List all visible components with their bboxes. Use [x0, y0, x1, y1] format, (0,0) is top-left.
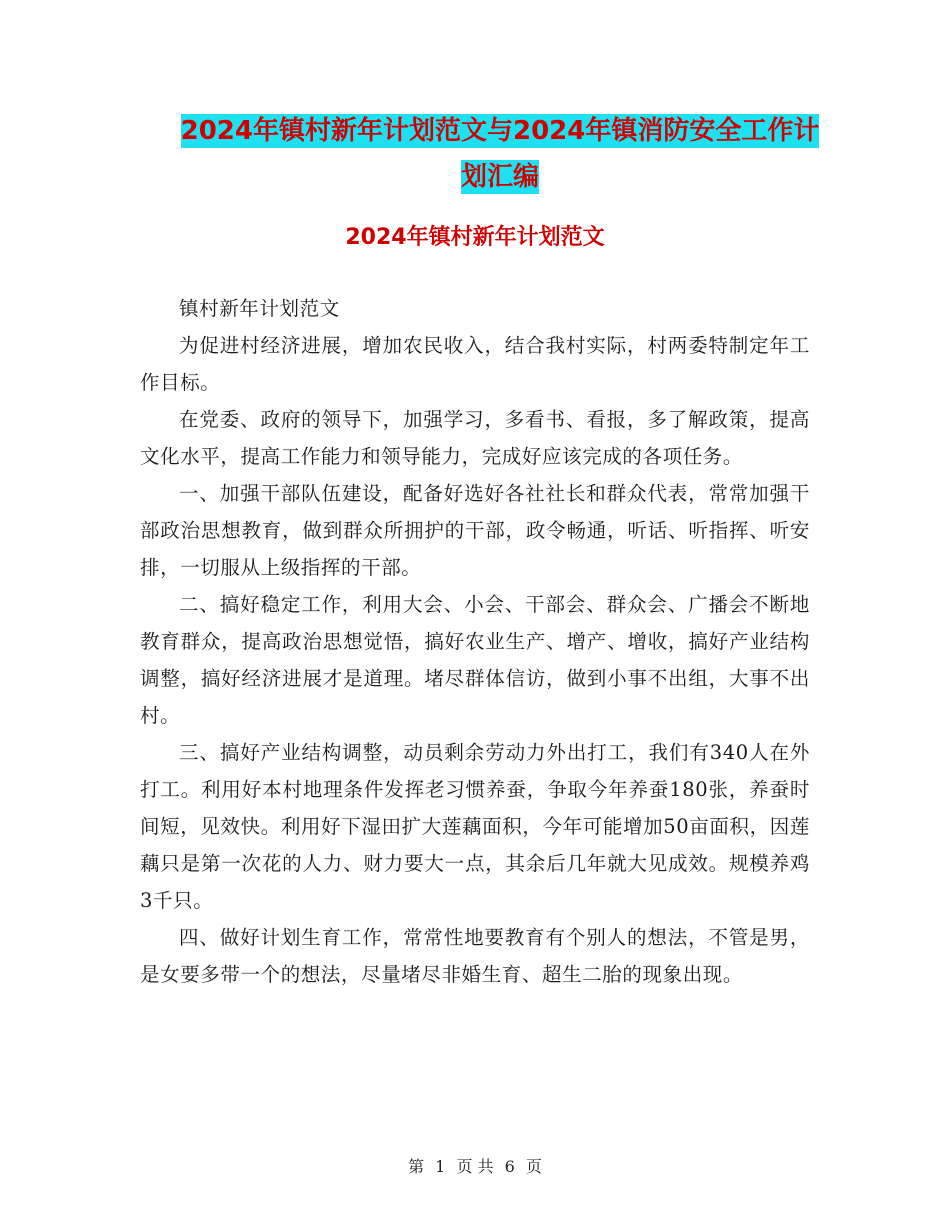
footer-prefix: 第	[408, 1157, 425, 1176]
paragraph: 在党委、政府的领导下，加强学习，多看书、看报，多了解政策，提高文化水平，提高工作能力和领导能力，完成好应该完成的各项任务。	[140, 408, 810, 468]
paragraph: 二、搞好稳定工作，利用大会、小会、干部会、群众会、广播会不断地教育群众，提高政治思想觉悟，搞好农业生产、增产、增收，搞好产业结构调整，搞好经济进展才是道理。堵尽群体信访，做到小事不出组，大事不出村。	[140, 593, 810, 727]
paragraph: 为促进村经济进展，增加农民收入，结合我村实际，村两委特制定年工作目标。	[140, 334, 810, 394]
footer-current-page: 1	[435, 1157, 446, 1176]
document-title-line-1: 2024年镇村新年计划范文与2024年镇消防安全工作计	[180, 116, 820, 146]
page-footer	[0, 1154, 950, 1177]
document-body	[140, 290, 810, 993]
footer-total-pages: 6	[504, 1157, 515, 1176]
paragraph: 一、加强干部队伍建设，配备好选好各社社长和群众代表，常常加强干部政治思想教育，做到群众所拥护的干部，政令畅通，听话、听指挥、听安排，一切服从上级指挥的干部。	[140, 482, 810, 579]
paragraph: 四、做好计划生育工作，常常性地要教育有个别人的想法，不管是男，是女要多带一个的想法，尽量堵尽非婚生育、超生二胎的现象出现。	[140, 926, 810, 986]
paragraph: 镇村新年计划范文	[179, 297, 340, 320]
footer-suffix: 页	[525, 1157, 542, 1176]
footer-mid: 页 共	[456, 1157, 494, 1176]
document-title-line-2: 划汇编	[460, 162, 539, 192]
document-title	[140, 108, 860, 200]
paragraph: 三、搞好产业结构调整，动员剩余劳动力外出打工，我们有340人在外打工。利用好本村地理条件发挥老习惯养蚕，争取今年养蚕180张，养蚕时间短，见效快。利用好下湿田扩大莲藕面积，今年可能增加50亩面积，因莲藕只是第一次花的人力、财力要大一点，其余后几年就大见成效。规模养鸡3千只。	[140, 741, 810, 912]
section-title: 2024年镇村新年计划范文	[345, 225, 605, 250]
